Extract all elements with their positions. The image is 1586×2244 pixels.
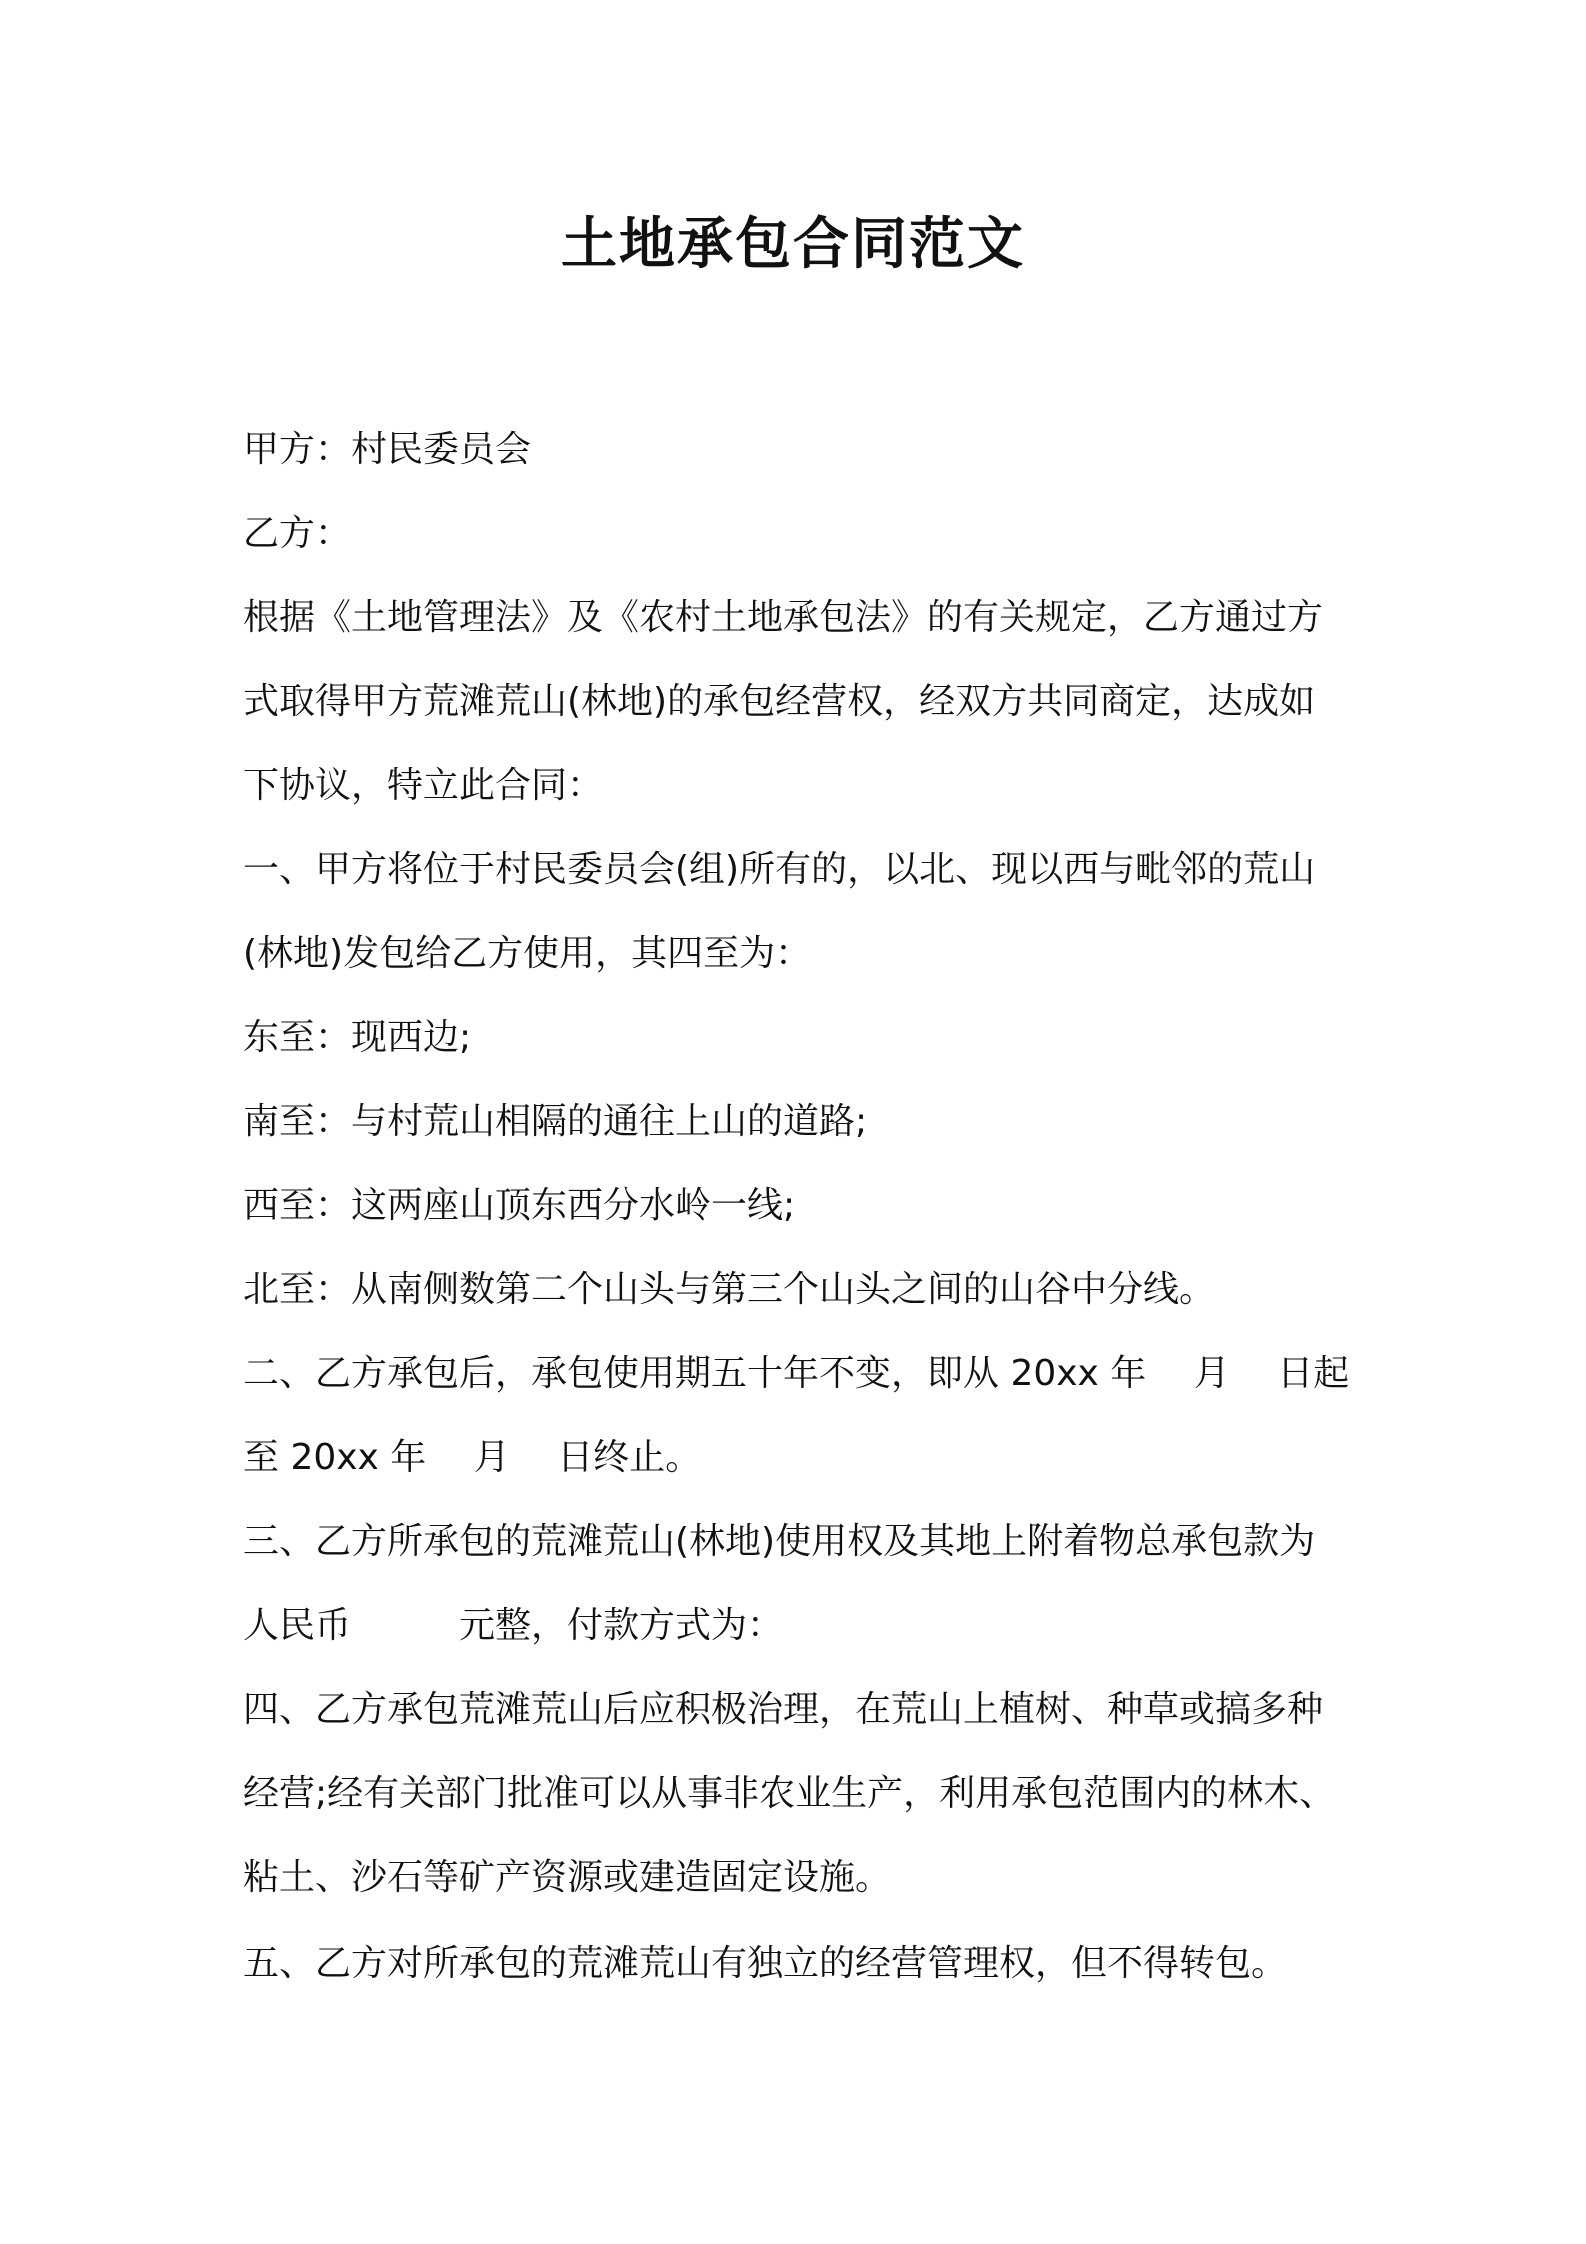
- preamble-line-2: 式取得甲方荒滩荒山(林地)的承包经营权，经双方共同商定，达成如: [243, 681, 1316, 722]
- clause-3-line-1: 三、乙方所承包的荒滩荒山(林地)使用权及其地上附着物总承包款为: [243, 1521, 1316, 1562]
- clause-2-line-1: 二、乙方承包后，承包使用期五十年不变，即从 20xx 年 月 日起: [243, 1353, 1350, 1394]
- clause-3-line-2: 人民币 元整，付款方式为：: [243, 1605, 784, 1646]
- clause-4-line-3: 粘土、沙石等矿产资源或建造固定设施。: [243, 1857, 892, 1898]
- clause-4-line-2: 经营;经有关部门批准可以从事非农业生产，利用承包范围内的林木、: [243, 1773, 1336, 1814]
- clause-2-line-2: 至 20xx 年 月 日终止。: [243, 1437, 702, 1478]
- preamble-line-1: 根据《土地管理法》及《农村土地承包法》的有关规定，乙方通过方: [243, 597, 1324, 638]
- clause-1-line-2: (林地)发包给乙方使用，其四至为：: [243, 933, 812, 974]
- party-b-line: 乙方：: [243, 513, 352, 554]
- boundary-west: 西至：这两座山顶东西分水岭一线;: [243, 1185, 796, 1226]
- boundary-south: 南至：与村荒山相隔的通往上山的道路;: [243, 1101, 868, 1142]
- document-title: 土地承包合同范文: [561, 212, 1025, 277]
- boundary-north: 北至：从南侧数第二个山头与第三个山头之间的山谷中分线。: [243, 1269, 1216, 1310]
- boundary-east: 东至：现西边;: [243, 1017, 472, 1058]
- clause-1-line-1: 一、甲方将位于村民委员会(组)所有的，以北、现以西与毗邻的荒山: [243, 849, 1316, 890]
- party-a-line: 甲方：村民委员会: [243, 429, 532, 470]
- document-body: [243, 408, 1363, 2006]
- clause-5-line-1: 五、乙方对所承包的荒滩荒山有独立的经营管理权，但不得转包。: [243, 1943, 1288, 1984]
- preamble-line-3: 下协议，特立此合同：: [243, 765, 604, 806]
- clause-4-line-1: 四、乙方承包荒滩荒山后应积极治理，在荒山上植树、种草或搞多种: [243, 1689, 1324, 1730]
